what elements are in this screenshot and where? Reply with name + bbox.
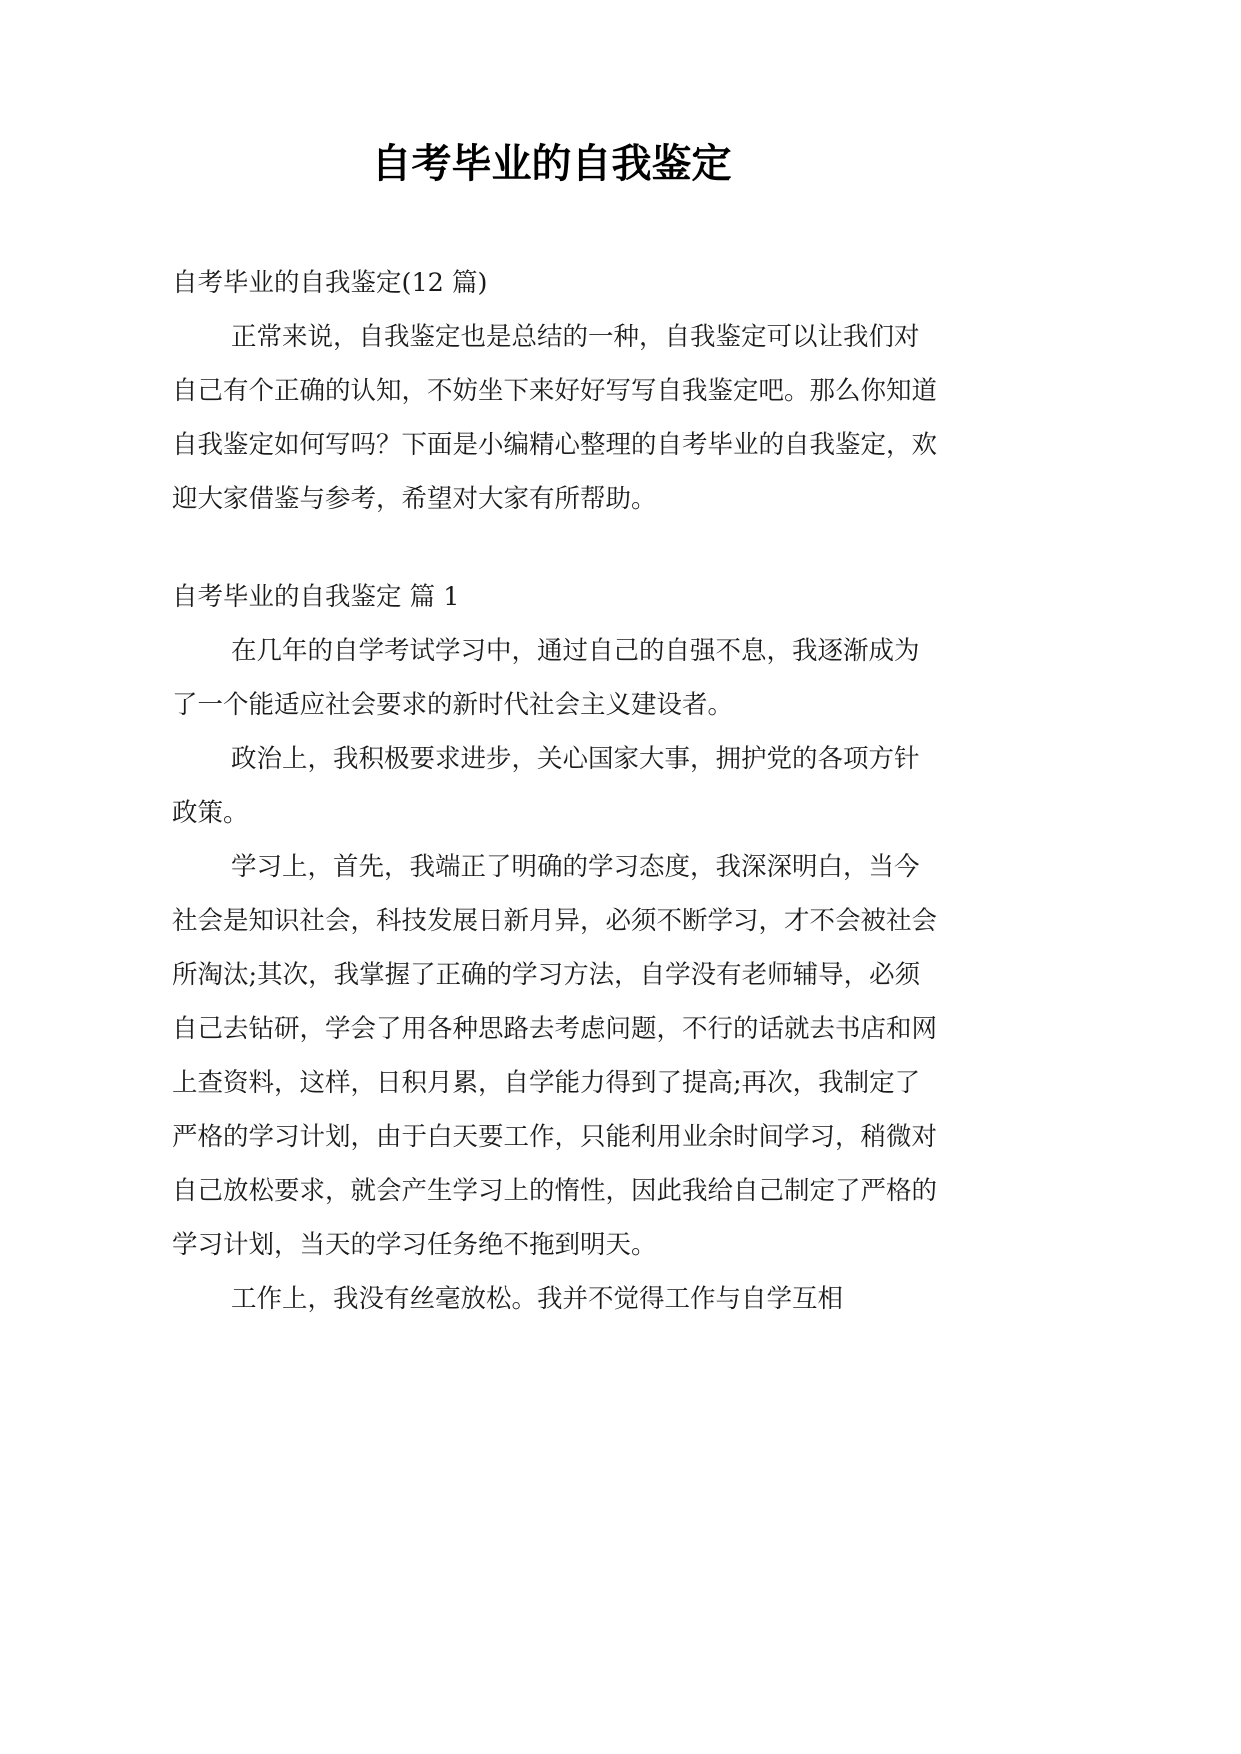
document-subtitle: 自考毕业的自我鉴定(12 篇) <box>172 268 488 298</box>
section-heading: 自考毕业的自我鉴定 篇 1 <box>172 582 460 612</box>
paragraph-spacer <box>172 526 942 570</box>
document-title: 自考毕业的自我鉴定 <box>371 140 732 187</box>
body-paragraph: 政治上，我积极要求进步，关心国家大事，拥护党的各项方针政策。 <box>172 744 920 828</box>
document-body <box>172 256 942 1326</box>
body-paragraph: 工作上，我没有丝毫放松。我并不觉得工作与自学互相 <box>231 1284 844 1314</box>
intro-paragraph: 正常来说，自我鉴定也是总结的一种，自我鉴定可以让我们对自己有个正确的认知，不妨坐下来好好写写自我鉴定吧。那么你知道自我鉴定如何写吗？下面是小编精心整理的自考毕业的自我鉴定，欢迎大家借鉴与参考，希望对大家有所帮助。 <box>172 322 938 514</box>
body-paragraph: 学习上，首先，我端正了明确的学习态度，我深深明白，当今社会是知识社会，科技发展日新月异，必须不断学习，才不会被社会所淘汰;其次，我掌握了正确的学习方法，自学没有老师辅导，必须自己去钻研，学会了用各种思路去考虑问题，不行的话就去书店和网上查资料，这样，日积月累，自学能力得到了提高;再次，我制定了严格的学习计划，由于白天要工作，只能利用业余时间学习，稍微对自己放松要求，就会产生学习上的惰性，因此我给自己制定了严格的学习计划，当天的学习任务绝不拖到明天。 <box>172 852 938 1260</box>
body-paragraph: 在几年的自学考试学习中，通过自己的自强不息，我逐渐成为了一个能适应社会要求的新时代社会主义建设者。 <box>172 636 920 720</box>
